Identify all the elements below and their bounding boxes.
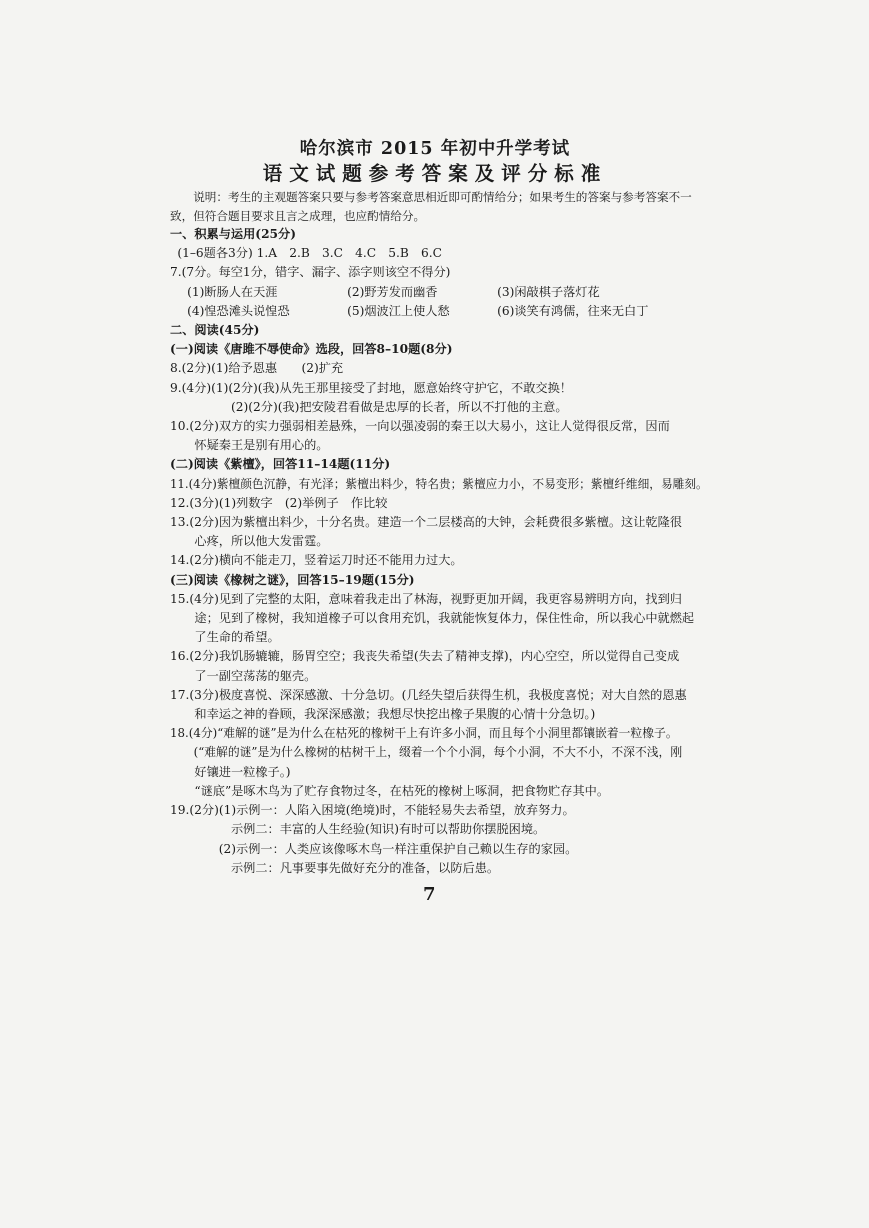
page-number: 7 xyxy=(423,884,436,905)
exam-subtitle: 语文试题参考答案及评分标准 xyxy=(262,162,608,185)
q10-answer-1: 10.(2分)双方的实力强弱相差悬殊，一向以强凌弱的秦王以大易小，这让人觉得很反常，因而 xyxy=(170,419,670,434)
q12-answer: 12.(3分)(1)列数字 (2)举例子 作比较 xyxy=(170,495,388,510)
q7-item: (6)谈笑有鸿儒，往来无白丁 xyxy=(497,303,649,318)
q13-answer-2: 心疼，所以他大发雷霆。 xyxy=(194,534,329,549)
section3-heading: (三)阅读《橡树之谜》，回答15–19题(15分) xyxy=(170,572,415,587)
q18-answer-3: 好镶进一粒橡子。) xyxy=(194,764,291,779)
q15-answer-3: 了生命的希望。 xyxy=(194,630,280,645)
section1-heading: (一)阅读《唐雎不辱使命》选段，回答8–10题(8分) xyxy=(170,342,453,357)
q7-item: (4)惶恐滩头说惶恐 xyxy=(187,303,290,318)
choice-answers: (1–6题各3分) 1.A 2.B 3.C 4.C 5.B 6.C xyxy=(177,246,443,261)
q14-answer: 14.(2分)横向不能走刀，竖着运刀时还不能用力过大。 xyxy=(170,553,463,568)
q16-answer-2: 了一副空荡荡的躯壳。 xyxy=(194,668,317,683)
q7-item: (5)烟波江上使人愁 xyxy=(347,303,450,318)
grading-note: 说明：考生的主观题答案只要与参考答案意思相近即可酌情给分；如果考生的答案与参考答案不一致，但符合题目要求且言之成理，也应酌情给分。 xyxy=(170,190,692,223)
q18-answer-1: 18.(4分)“难解的谜”是为什么在枯死的橡树干上有许多小洞，而且每个小洞里都镶嵌着一粒橡子。 xyxy=(170,726,678,741)
q7-item: (1)断肠人在天涯 xyxy=(187,284,278,299)
exam-title: 哈尔滨市 2015 年初中升学考试 xyxy=(299,139,571,159)
q7-row1 xyxy=(170,283,700,302)
q18-answer-4: “谜底”是啄木鸟为了贮存食物过冬，在枯死的橡树上啄洞，把食物贮存其中。 xyxy=(194,783,610,798)
q15-answer-1: 15.(4分)见到了完整的太阳，意味着我走出了林海，视野更加开阔，我更容易辨明方向，找到归 xyxy=(170,591,682,606)
part2-heading: 二、阅读(45分) xyxy=(170,323,260,338)
part1-heading: 一、积累与运用(25分) xyxy=(170,227,296,241)
q19-answer-4: 示例二：凡事要事先做好充分的准备，以防后患。 xyxy=(231,860,500,875)
q8-answer: 8.(2分)(1)给予恩惠 (2)扩充 xyxy=(170,361,344,376)
q19-answer-2: 示例二：丰富的人生经验(知识)有时可以帮助你摆脱困境。 xyxy=(231,822,546,837)
q17-answer-1: 17.(3分)极度喜悦、深深感激、十分急切。(几经失望后获得生机，我极度喜悦；对大自然的恩惠 xyxy=(170,687,687,702)
q9-answer-2: (2)(2分)(我)把安陵君看做是忠厚的长者，所以不打他的主意。 xyxy=(231,399,568,414)
q19-answer-3: (2)示例一：人类应该像啄木鸟一样注重保护自己赖以生存的家园。 xyxy=(218,841,578,856)
q7-item: (2)野芳发而幽香 xyxy=(347,284,438,299)
q9-answer-1: 9.(4分)(1)(2分)(我)从先王那里接受了封地，愿意始终守护它，不敢交换！ xyxy=(170,380,572,395)
section2-heading: (二)阅读《紫檀》，回答11–14题(11分) xyxy=(170,457,391,472)
q11-answer: 11.(4分)紫檀颜色沉静，有光泽；紫檀出料少，特名贵；紫檀应力小，不易变形；紫檀纤维细，易雕刻。 xyxy=(170,476,708,491)
q10-answer-2: 怀疑秦王是别有用心的。 xyxy=(194,438,329,453)
q17-answer-2: 和幸运之神的眷顾，我深深感激；我想尽快挖出橡子果腹的心情十分急切。) xyxy=(194,707,596,722)
q13-answer-1: 13.(2分)因为紫檀出料少，十分名贵。建造一个二层楼高的大钟，会耗费很多紫檀。这让乾隆很 xyxy=(170,515,682,530)
q18-answer-2: (“难解的谜”是为什么橡树的枯树干上，缀着一个个小洞，每个小洞，不大不小，不深不浅，刚 xyxy=(193,745,683,760)
q7-item: (3)闲敲棋子落灯花 xyxy=(497,284,600,299)
q19-answer-1: 19.(2分)(1)示例一：人陷入困境(绝境)时，不能轻易失去希望，放弃努力。 xyxy=(170,803,575,818)
q7-header: 7.(7分。每空1分，错字、漏字、添字则该空不得分) xyxy=(170,265,451,280)
q15-answer-2: 途；见到了橡树，我知道橡子可以食用充饥，我就能恢复体力，保住性命，所以我心中就燃起 xyxy=(194,611,695,626)
q7-row2 xyxy=(170,302,700,321)
q16-answer-1: 16.(2分)我饥肠辘辘，肠胃空空；我丧失希望(失去了精神支撑)，内心空空，所以觉得自己变成 xyxy=(170,649,680,664)
answer-sheet xyxy=(170,138,708,878)
